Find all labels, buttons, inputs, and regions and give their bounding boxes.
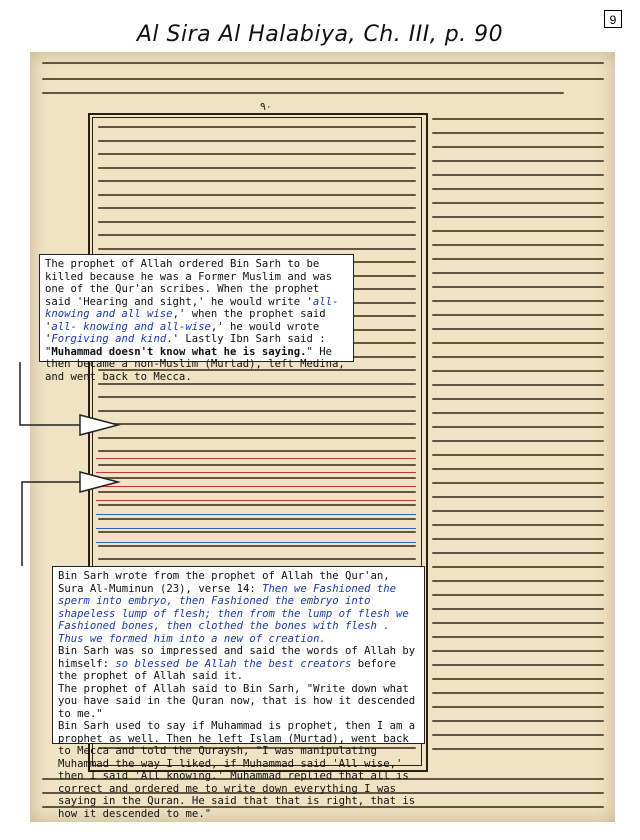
arabic-text-line [432,118,604,120]
arabic-text-line [432,342,604,344]
arabic-text-line [432,496,604,498]
arabic-text-line [98,410,416,412]
arabic-text-line [432,608,604,610]
blue-underline [96,514,416,515]
red-underline [96,486,416,487]
arabic-text-line [432,300,604,302]
arabic-text-line [432,132,604,134]
arabic-text-line [98,437,416,439]
arabic-text-line [432,356,604,358]
arabic-text-line [98,248,416,250]
arabic-text-line [432,258,604,260]
arabic-text-line [98,464,416,466]
arabic-text-line [432,230,604,232]
page-title: Al Sira Al Halabiya, Ch. III, p. 90 [136,22,504,47]
arabic-text-line [432,510,604,512]
blue-underline [96,528,416,529]
red-underline [96,500,416,501]
arabic-text-line [432,580,604,582]
arabic-text-line [432,524,604,526]
arabic-text-line [432,440,604,442]
arabic-text-line [98,558,416,560]
arabic-text-line [42,78,604,80]
arabic-text-line [42,62,604,64]
arabic-text-line [432,244,604,246]
arabic-text-line [432,454,604,456]
arabic-text-line [432,384,604,386]
arabic-text-line [432,706,604,708]
arabic-text-line [432,650,604,652]
arabic-text-line [98,126,416,128]
arabic-text-line [98,207,416,209]
arabic-text-line [432,216,604,218]
arabic-text-line [98,491,416,493]
arabic-text-line [432,692,604,694]
arabic-text-line [432,202,604,204]
arabic-text-line [432,272,604,274]
arabic-text-line [432,160,604,162]
arabic-text-line [98,504,416,506]
arabic-text-line [98,234,416,236]
arabic-text-line [432,734,604,736]
arabic-text-line [98,545,416,547]
callout-bin-sarh-scribe: The prophet of Allah ordered Bin Sarh to be killed because he was a Former Muslim and was one of the Qur'an scribes. When the prophet said 'Hearing and sight,' he would write 'all-knowing and all wise,' when the prophet said 'all- knowing and all-wise,' he would wrote 'Forgiving and kind.' Lastly Ibn Sarh said : "Muhammad doesn't know what he is saying." He then became a non-Muslim (Murtad), left Medina, and went back to Mecca. [39,254,354,362]
arabic-text-line [432,538,604,540]
arabic-text-line [432,622,604,624]
arabic-text-line [98,396,416,398]
blue-underline [96,542,416,543]
arabic-text-line [432,314,604,316]
arabic-text-line [432,426,604,428]
arabic-text-line [432,286,604,288]
arabic-text-line [432,188,604,190]
arabic-text-line [432,636,604,638]
arabic-text-line [432,146,604,148]
arabic-text-line [98,450,416,452]
arabic-text-line [432,482,604,484]
callout-sura-muminun: Bin Sarh wrote from the prophet of Allah the Qur'an, Sura Al-Muminun (23), verse 14: Then we Fashioned the sperm into embryo, then Fashioned the embryo into shapeless lump of flesh; then from the lump of flesh we Fashioned bones, then clothed the bones with flesh . Thus we formed him into a new of creation. Bin Sarh was so impressed and said the words of Allah by himself: so blessed be Allah the best creators before the prophet of Allah said it. The prophet of Allah said to Bin Sarh, "Write down what you have said in the Quran now, that is how it descended to me." Bin Sarh used to say if Muhammad is prophet, then I am a prophet as well. Then he left Islam (Murtad), went back to Mecca and told the Quraysh, "I was manipulating Muhammad the way I liked, if Muhammad said 'All wise,' then I said 'All knowing.' Muhammad replied that all is correct and ordered me to write down everything I was saying in the Quran. He said that that is right, that is how it descended to me." [52,566,425,744]
arabic-text-line [98,180,416,182]
arabic-page-number: ٩٠ [260,100,272,113]
arabic-text-line [98,167,416,169]
arabic-text-line [432,748,604,750]
arabic-text-line [98,140,416,142]
page-number: 9 [604,10,622,28]
arabic-text-line [432,720,604,722]
arabic-text-line [432,468,604,470]
arabic-text-line [98,383,416,385]
arabic-text-line [98,423,416,425]
arabic-text-line [432,594,604,596]
arabic-text-line [432,328,604,330]
arabic-text-line [98,194,416,196]
arabic-text-line [98,153,416,155]
arabic-text-line [98,477,416,479]
arabic-text-line [98,531,416,533]
red-underline [96,472,416,473]
arabic-text-line [432,566,604,568]
arabic-text-line [432,412,604,414]
arabic-text-line [98,518,416,520]
red-underline [96,458,416,459]
arabic-text-line [432,552,604,554]
arabic-text-line [98,221,416,223]
arabic-text-line [432,174,604,176]
arabic-text-line [432,678,604,680]
arabic-text-line [432,370,604,372]
arabic-text-line [432,398,604,400]
arabic-text-line [42,92,564,94]
arabic-text-line [432,664,604,666]
